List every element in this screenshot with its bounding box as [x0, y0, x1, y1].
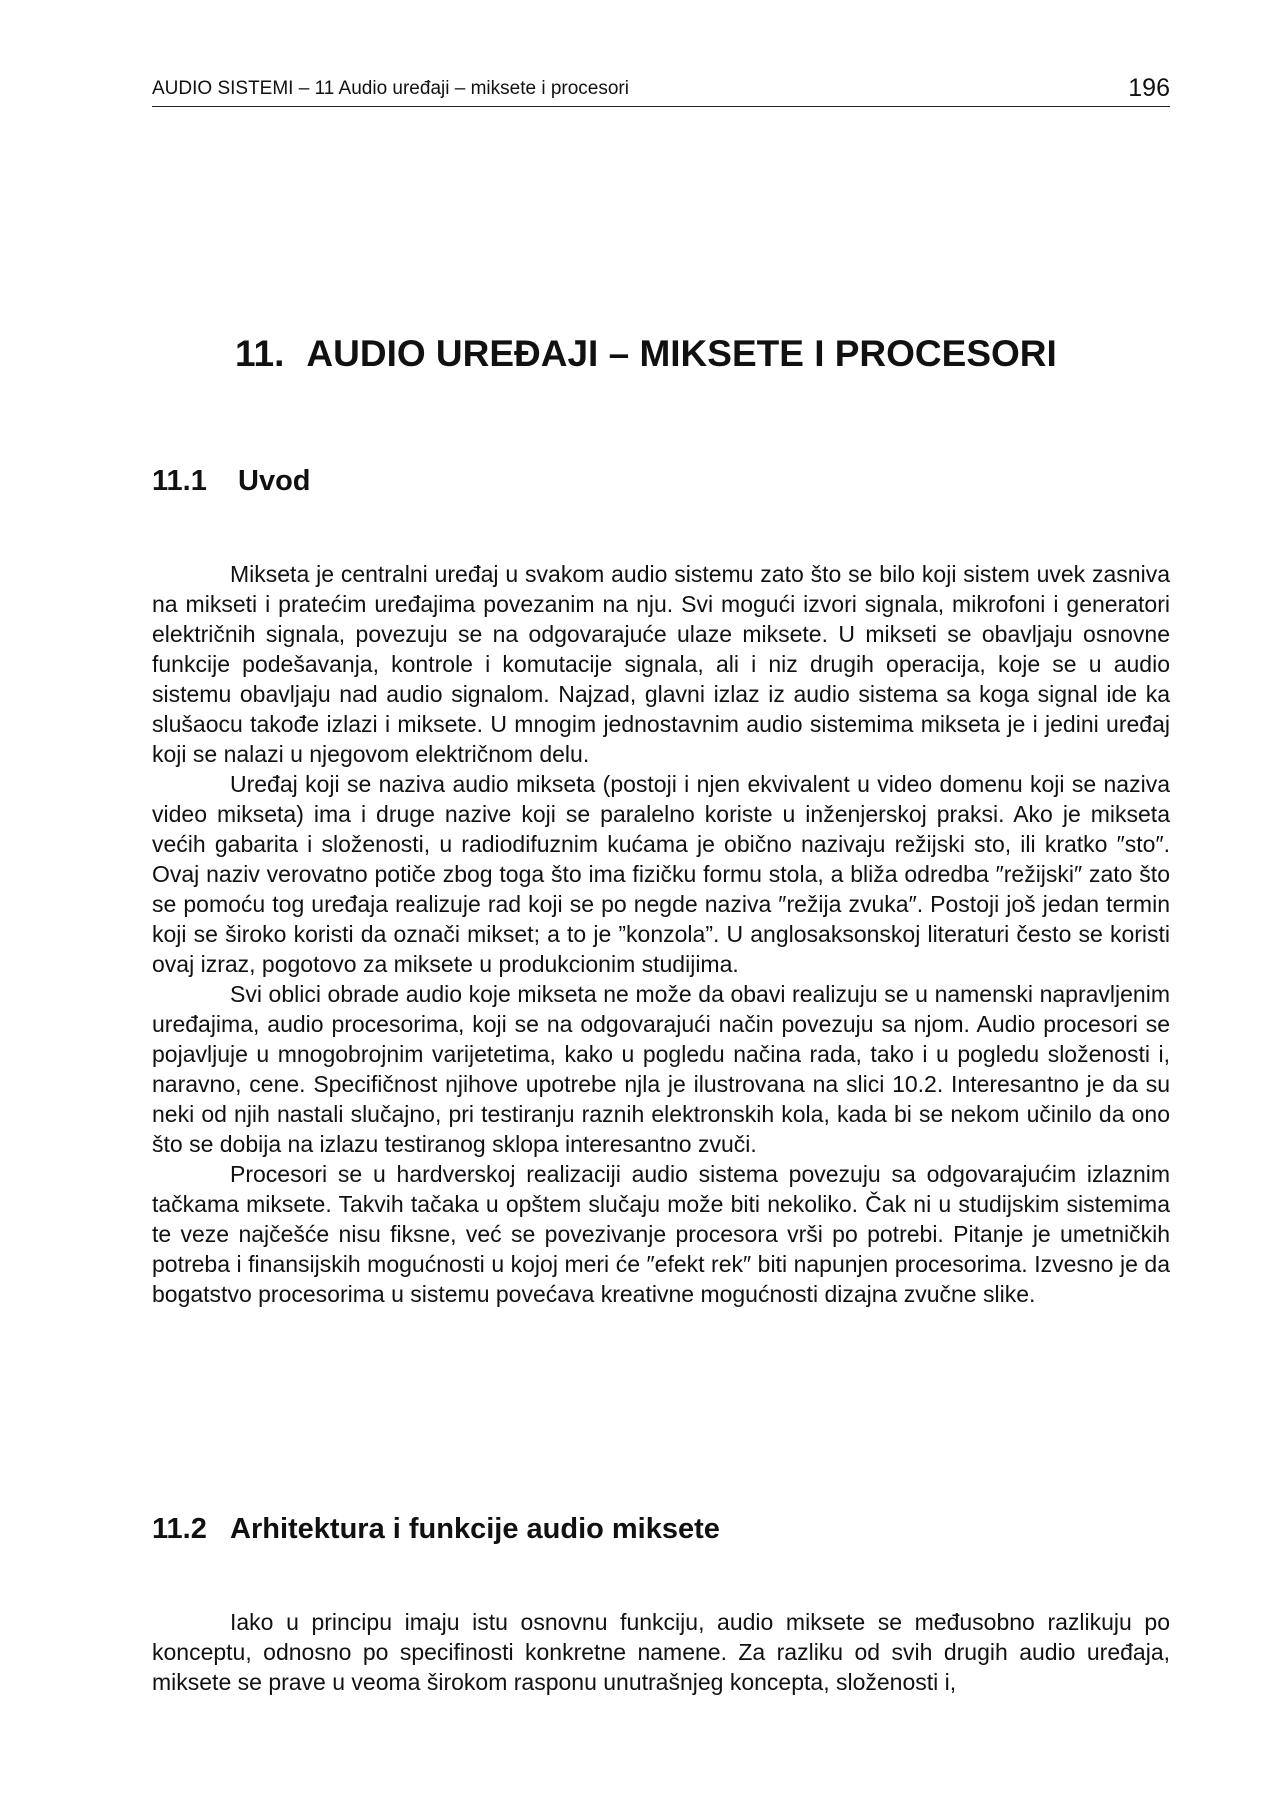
- section-title: Arhitektura i funkcije audio miksete: [230, 1513, 720, 1545]
- section-number: 11.2: [152, 1513, 207, 1545]
- section-heading-uvod: [152, 465, 311, 498]
- chapter-title: [235, 333, 1057, 375]
- paragraph: Svi oblici obrade audio koje mikseta ne može da obavi realizuju se u namenski napravljenim uređajima, audio procesorima, koji se na odgovarajući način povezuju sa njom. Audio procesori se pojavljuje u mnogobrojnim varijetetima, kako u pogledu načina rada, tako i u pogledu složenosti i, naravno, cene. Specifičnost njihove upotrebe njla je ilustrovana na slici 10.2. Interesantno je da su neki od njih nastali slučajno, pri testiranju raznih elektronskih kola, kada bi se nekom učinilo da ono što se dobija na izlazu testiranog sklopa interesantno zvuči.: [152, 981, 1170, 1157]
- running-header: [152, 74, 1170, 107]
- section-body-uvod: [152, 559, 1170, 1309]
- running-title: AUDIO SISTEMI – 11 Audio uređaji – miksete i procesori: [152, 78, 629, 99]
- paragraph: Iako u principu imaju istu osnovnu funkciju, audio miksete se međusobno razlikuju po konceptu, odnosno po specifinosti konkretne namene. Za razliku od svih drugih audio uređaja, miksete se prave u veoma širokom rasponu unutrašnjeg koncepta, složenosti i,: [152, 1609, 1170, 1695]
- section-body-arhitektura: [152, 1607, 1170, 1697]
- page-number: 196: [1128, 74, 1170, 102]
- paragraph: Uređaj koji se naziva audio mikseta (postoji i njen ekvivalent u video domenu koji se naziva video mikseta) ima i druge nazive koji se paralelno koriste u inženjerskoj praksi. Ako je mikseta većih gabarita i složenosti, u radiodifuznim kućama je obično nazivaju režijski sto, ili kratko ″sto″. Ovaj naziv verovatno potiče zbog toga što ima fizičku formu stola, a bliža odredba ″režijski″ zato što se pomoću tog uređaja realizuje rad koji se po negde naziva ″režija zvuka″. Postoji još jedan termin koji se široko koristi da označi mikset; a to je ”konzola”. U anglosaksonskoj literaturi često se koristi ovaj izraz, pogotovo za miksete u produkcionim studijima.: [152, 771, 1170, 977]
- paragraph: Procesori se u hardverskoj realizaciji audio sistema povezuju sa odgovarajućim izlaznim tačkama miksete. Takvih tačaka u opštem slučaju može biti nekoliko. Čak ni u studijskim sistemima te veze najčešće nisu fiksne, već se povezivanje procesora vrši po potrebi. Pitanje je umetničkih potreba i finansijskih mogućnosti u kojoj meri će ″efekt rek″ biti napunjen procesorima. Izvesno je da bogatstvo procesorima u sistemu povećava kreativne mogućnosti dizajna zvučne slike.: [152, 1161, 1170, 1307]
- chapter-number: 11.: [235, 333, 285, 374]
- section-heading-arhitektura: [152, 1513, 720, 1546]
- paragraph: Mikseta je centralni uređaj u svakom audio sistemu zato što se bilo koji sistem uvek zasniva na mikseti i pratećim uređajima povezanim na nju. Svi mogući izvori signala, mikrofoni i generatori električnih signala, povezuju se na odgovarajuće ulaze miksete. U mikseti se obavljaju osnovne funkcije podešavanja, kontrole i komutacije signala, ali i niz drugih operacija, koje se u audio sistemu obavljaju nad audio signalom. Najzad, glavni izlaz iz audio sistema sa koga signal ide ka slušaocu takođe izlazi i miksete. U mnogim jednostavnim audio sistemima mikseta je i jedini uređaj koji se nalazi u njegovom električnom delu.: [152, 561, 1170, 767]
- chapter-title-text: AUDIO UREĐAJI – MIKSETE I PROCESORI: [306, 333, 1057, 374]
- section-title: Uvod: [238, 465, 311, 497]
- section-number: 11.1: [152, 465, 207, 497]
